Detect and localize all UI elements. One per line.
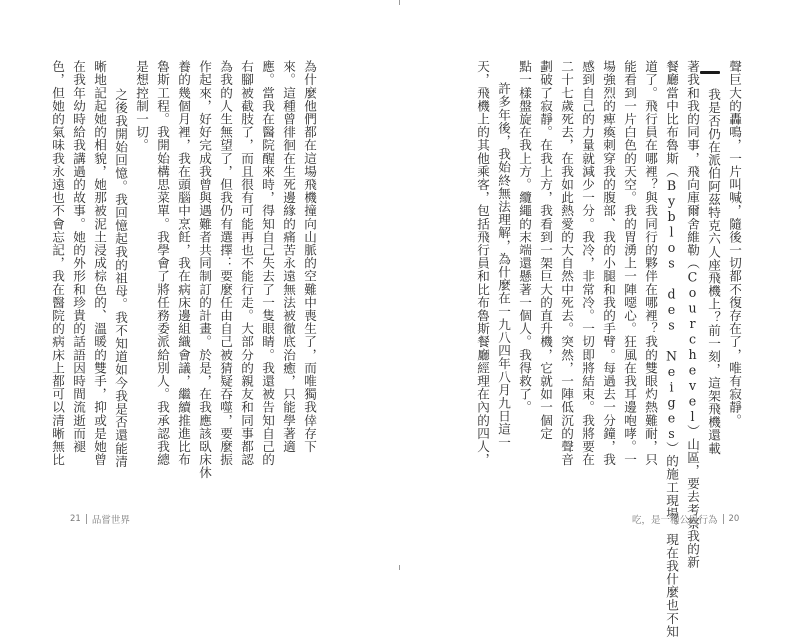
text-column: 許多年後，我始終無法理解，為什麼在一九八四年八月九日這一 bbox=[496, 82, 511, 449]
text-column: 之後我開始回憶。我回憶起我的祖母。我不知道如今我是否還能清 bbox=[113, 88, 128, 468]
text-column: 魯斯工程。我開始構思菜單。我學會了將任務委派給別人。我承認我總 bbox=[155, 60, 170, 467]
text-column: 天，飛機上的其他乘客，包括飛行員和比布魯斯餐廳經理在內的四人， bbox=[475, 60, 490, 467]
footer-divider bbox=[723, 514, 724, 524]
page-footer-right bbox=[632, 512, 739, 526]
text-column: 點一樣盤旋在我上方。纜繩的末端還懸著一個人。我得救了。 bbox=[517, 60, 532, 414]
text-column: 在我年幼時給我講過的故事。她的外形和珍貴的話語因時間流逝而褪 bbox=[71, 60, 86, 453]
text-column: 為什麼他們都在這場飛機撞向山脈的空難中喪生了，而唯獨我倖存下 bbox=[302, 60, 317, 453]
text-column: 右腳被截肢了，而且很有可能再也不能行走。大部分的親友和同事都認 bbox=[239, 60, 254, 467]
page-number: 21 bbox=[70, 514, 81, 524]
text-column: 色，但她的氣味我永遠也不會忘記，我在醫院的病床上都可以清晰無比 bbox=[50, 60, 65, 467]
text-column: 作起來，好好完成我曾與遇難者共同制訂的計畫。於是，在我應該臥床休 bbox=[197, 60, 212, 480]
text-column: 我是否仍在派伯阿茲特克六人座飛機上？前一刻，這架飛機還載 bbox=[706, 88, 721, 455]
text-column: 來。這種曾徘徊在生死邊緣的痛苦永遠無法被徹底治癒，只能學著適 bbox=[281, 60, 296, 453]
right-page bbox=[400, 0, 800, 638]
text-column: 能看到一片白色的天空。我的胃湧上一陣噁心。狂風在我耳邊咆哮。一 bbox=[622, 60, 637, 467]
running-head: 品嘗世界 bbox=[91, 515, 130, 526]
text-column: 場強烈的痺瘓刺穿我的腹部、我的小腿和我的手臂。每過去一分鐘，我 bbox=[601, 60, 616, 467]
text-column: 聲巨大的轟鳴，一片叫喊，隨後一切都不復存在了，唯有寂靜。 bbox=[727, 60, 742, 427]
text-column: 二十七歲死去，在我如此熱愛的大自然中死去。突然，一陣低沉的聲音 bbox=[559, 60, 574, 467]
page-number: 20 bbox=[728, 514, 740, 524]
running-head: 吃，是一種公民行為 bbox=[632, 515, 718, 526]
text-column: 劃破了寂靜。在我上方，我看到一架巨大的直升機，它就如一個定 bbox=[538, 60, 553, 440]
text-column: 餐廳當中比布魯斯（Byblos des Neiges）的施工現場。現在我什麼也不知 bbox=[664, 60, 679, 638]
chapter-opening-mark bbox=[700, 71, 720, 74]
text-column: 養的幾個月裡，我在頭腦中烹飪，我在病床邊組織會議，繼續推進比布 bbox=[176, 60, 191, 467]
text-column: 著我和我的同事，飛向庫爾舍維勒（Courchevel）山區，要去考察我的新 bbox=[685, 60, 700, 569]
text-column: 晰地記起她的相貌，她那被泥土浸成棕色的、溫暖的雙手，抑或是她曾 bbox=[92, 60, 107, 467]
left-page bbox=[0, 0, 400, 572]
text-column: 為我的人生無望了，但我仍有選擇：要麼任由自己被猜疑吞噬，要麼振 bbox=[218, 60, 233, 467]
text-column: 是想控制一切。 bbox=[134, 60, 149, 152]
text-column: 應。當我在醫院醒來時，得知自己失去了一隻眼睛。我還被告知自己的 bbox=[260, 60, 275, 467]
text-column: 道了。飛行員在哪裡？與我同行的夥伴在哪裡？我的雙眼灼熱難耐，只 bbox=[643, 60, 658, 467]
footer-divider bbox=[86, 514, 87, 524]
text-column: 感到自己的力量就減少一分。我冷，非常冷。一切即將結束。我將要在 bbox=[580, 60, 595, 467]
page-footer-left bbox=[70, 512, 130, 526]
